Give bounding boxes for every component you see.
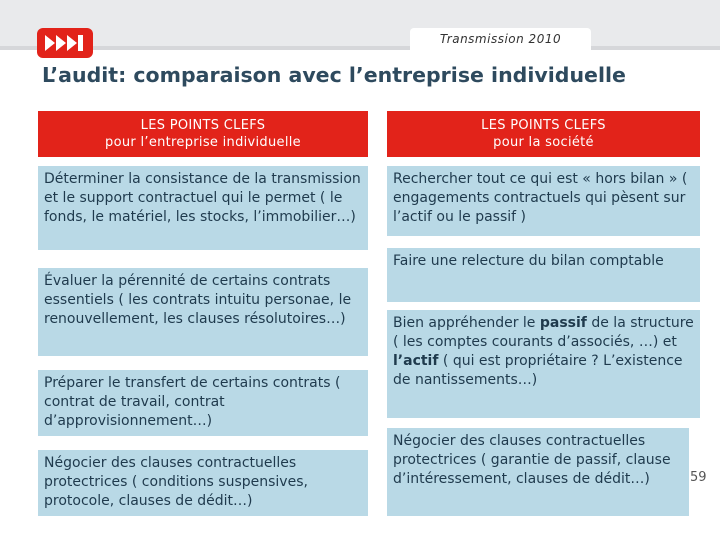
top-band: [0, 0, 720, 46]
right-item-3-text1: Bien appréhender le: [393, 315, 540, 331]
page-title: L’audit: comparaison avec l’entreprise individuelle: [42, 63, 626, 87]
right-item-2: Faire une relecture du bilan comptable: [387, 248, 700, 302]
triple-forward-arrow-icon: [43, 33, 87, 53]
right-item-3-text3: ( qui est propriétaire ? L’existence de nantissements…): [393, 353, 683, 388]
left-item-2: Évaluer la pérennité de certains contrats essentiels ( les contrats intuitu personae, le renouvellement, les clauses résolutoires…): [38, 268, 368, 356]
left-column-heading: [38, 111, 368, 157]
right-item-1: Rechercher tout ce qui est « hors bilan » ( engagements contractuels qui pèsent sur l’actif ou le passif ): [387, 166, 700, 236]
right-item-3-bold-actif: l’actif: [393, 353, 439, 369]
left-heading-line2: pour l’entreprise individuelle: [105, 135, 301, 150]
left-item-3: Préparer le transfert de certains contrats ( contrat de travail, contrat d’approvisionnement…): [38, 370, 368, 436]
right-item-4: Négocier des clauses contractuelles protectrices ( garantie de passif, clause d’intéressement, clauses de dédit…): [387, 428, 689, 516]
left-heading-line1: LES POINTS CLEFS: [140, 118, 266, 133]
left-item-1: Déterminer la consistance de la transmission et le support contractuel qui le permet ( le fonds, le matériel, les stocks, l’immobilier…): [38, 166, 368, 250]
right-column-heading: [387, 111, 700, 157]
right-item-3-text2: de la structure ( les comptes courants d’associés, …) et: [393, 315, 694, 350]
right-item-3: [387, 310, 700, 418]
right-heading-line2: pour la société: [493, 135, 594, 150]
page-number: 59: [690, 470, 707, 485]
right-item-3-bold-passif: passif: [539, 315, 587, 331]
top-band-strip: [0, 46, 720, 50]
section-tab: Transmission 2010: [410, 28, 591, 50]
right-heading-line1: LES POINTS CLEFS: [481, 118, 606, 133]
logo: [37, 28, 93, 58]
left-item-4: Négocier des clauses contractuelles protectrices ( conditions suspensives, protocole, clauses de dédit…): [38, 450, 368, 516]
